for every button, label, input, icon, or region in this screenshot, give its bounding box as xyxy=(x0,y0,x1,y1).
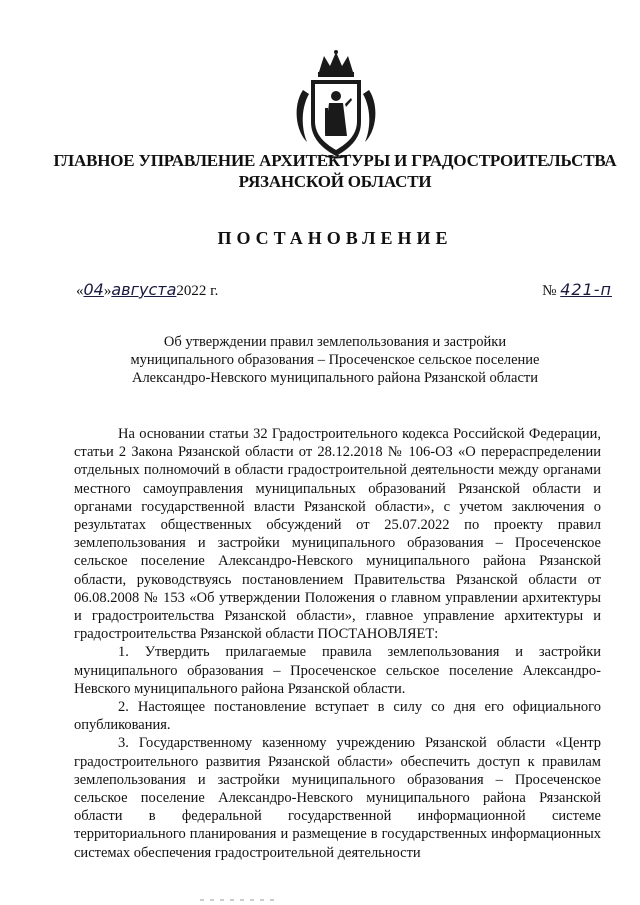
organization-title-line1: ГЛАВНОЕ УПРАВЛЕНИЕ АРХИТЕКТУРЫ И ГРАДОСТРОИТЕЛЬСТВА xyxy=(53,151,617,170)
date-close-quote: » xyxy=(103,283,112,299)
document-body xyxy=(74,425,601,862)
body-item-2: 2. Настоящее постановление вступает в силу со дня его официального опубликования. xyxy=(74,699,601,734)
subject-line2: муниципального образования – Просеченское сельское поселение xyxy=(130,352,540,368)
date-open-quote: « xyxy=(76,283,84,299)
date-year: 2022 г. xyxy=(176,283,219,299)
subject-line1: Об утверждении правил землепользования и застройки xyxy=(163,334,507,350)
document-date xyxy=(76,280,218,300)
scan-artifact xyxy=(200,898,280,902)
body-item-1: 1. Утвердить прилагаемые правила землепользования и застройки муниципального образования – Просеченское сельское поселение Александро-Невского муниципального района Рязанской области. xyxy=(74,644,601,697)
date-day: 04 xyxy=(83,280,104,299)
date-month: августа xyxy=(111,280,177,299)
number-value: 421-п xyxy=(560,280,612,299)
organization-title xyxy=(40,150,630,192)
document-number xyxy=(542,280,612,300)
number-prefix: № xyxy=(542,283,557,299)
document-subject xyxy=(40,333,630,387)
subject-line3: Александро-Невского муниципального района Рязанской области xyxy=(131,370,539,386)
body-item-3: 3. Государственному казенному учреждению Рязанской области «Центр градостроительного развития Рязанской области» обеспечить доступ к правилам землепользования и застройки муниципального образования – Просеченское сельское поселение Александро-Невского муниципального района Рязанской области в федеральной государственной информационной системе территориального планирования и размещение в государственных информационных системах обеспечения градостроительной деятельности xyxy=(74,735,601,861)
organization-title-line2: РЯЗАНСКОЙ ОБЛАСТИ xyxy=(238,172,432,191)
document-type: ПОСТАНОВЛЕНИЕ xyxy=(217,228,453,248)
coat-of-arms-icon xyxy=(291,50,381,162)
body-preamble: На основании статьи 32 Градостроительного кодекса Российской Федерации, статьи 2 Закона Рязанской области от 28.12.2018 № 106-ОЗ «О перераспределении отдельных полномочий в области градостроительной деятельности между органами местного самоуправления муниципальных образований Рязанской области и органами государственной власти Рязанской области», с учетом заключения о результатах общественных обсуждений от 25.07.2022 по проекту правил землепользования и застройки муниципального образования – Просеченское сельское поселение Александро-Невского муниципального района Рязанской области, руководствуясь постановлением Правительства Рязанской области от 06.08.2008 № 153 «Об утверждении Положения о главном управлении архитектуры и градостроительства Рязанской области», главное управление архитектуры и градостроительства Рязанской области ПОСТАНОВЛЯЕТ: xyxy=(74,426,601,643)
